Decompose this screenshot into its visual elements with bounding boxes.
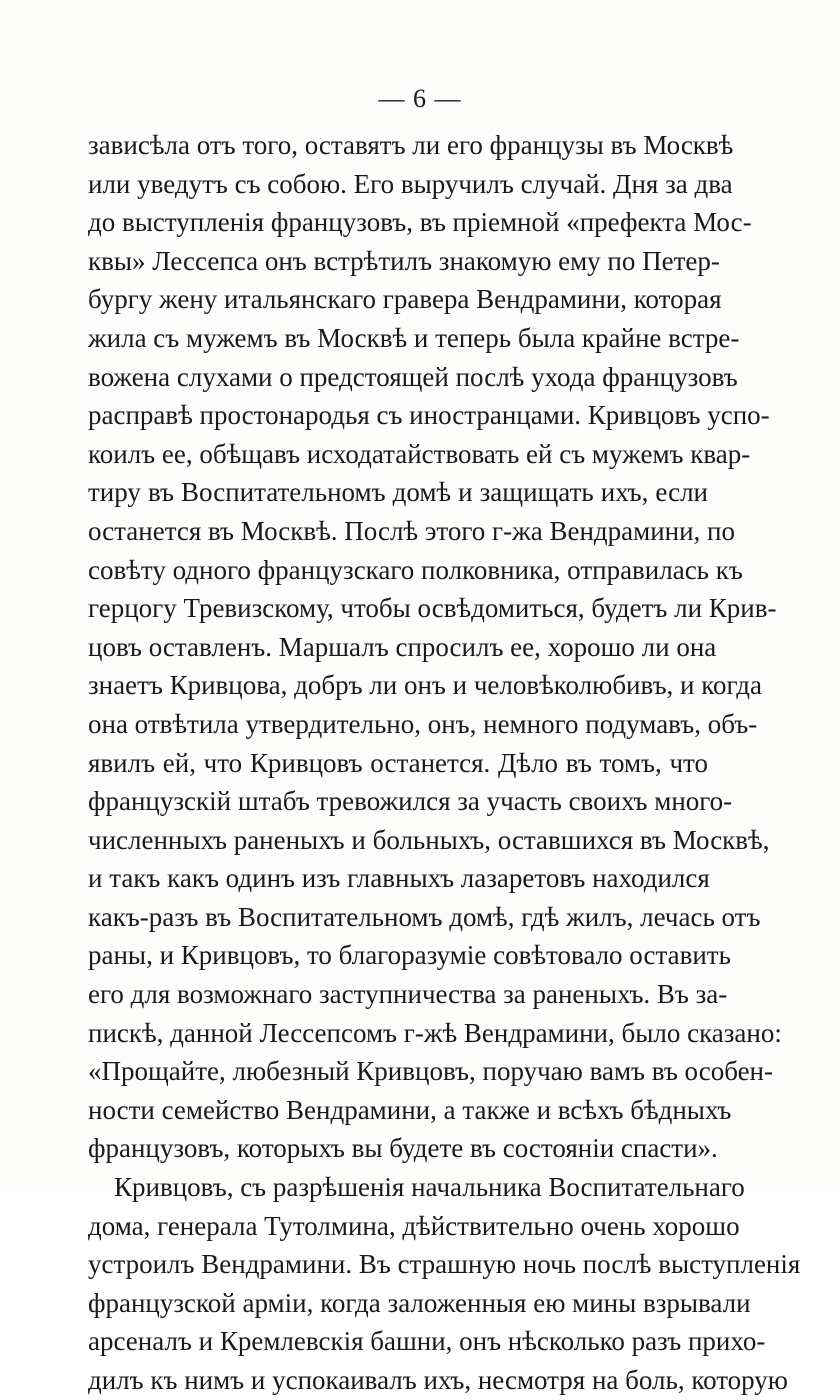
text-line: квы» Лессепса онъ встрѣтилъ знакомую ему по Петер- — [88, 245, 720, 276]
text-line: бургу жену итальянскаго гравера Вендрамини, которая — [88, 284, 722, 315]
text-line: вожена слухами о предстоящей послѣ ухода французовъ — [88, 361, 738, 392]
text-line: знаетъ Кривцова, добръ ли онъ и человѣколюбивъ, и когда — [88, 670, 762, 701]
text-line: расправѣ простонародья съ иностранцами. Кривцовъ успо- — [88, 400, 770, 431]
text-line: Кривцовъ, съ разрѣшенія начальника Воспитательнаго — [114, 1172, 745, 1203]
text-line: численныхъ раненыхъ и больныхъ, оставшихся въ Москвѣ, — [88, 824, 770, 855]
text-line: пискѣ, данной Лессепсомъ г-жѣ Вендрамини, было сказано: — [88, 1017, 782, 1048]
text-line: или уведутъ съ собою. Его выручилъ случай. Дня за два — [88, 168, 733, 199]
page-number: — 6 — — [378, 84, 462, 113]
text-line: тиру въ Воспитательномъ домѣ и защищать ихъ, если — [88, 477, 708, 508]
text-line: явилъ ей, что Кривцовъ останется. Дѣло въ томъ, что — [88, 747, 708, 778]
text-line: коилъ ее, обѣщавъ исходатайствовать ей съ мужемъ квар- — [88, 438, 751, 469]
text-line: дилъ къ нимъ и успокаивалъ ихъ, несмотря на боль, которую — [88, 1365, 788, 1395]
text-line: зависѣла отъ того, оставятъ ли его французы въ Москвѣ — [88, 130, 734, 160]
text-line: его для возможнаго заступничества за раненыхъ. Въ за- — [88, 979, 728, 1010]
text-line: цовъ оставленъ. Маршалъ спросилъ ее, хорошо ли она — [88, 631, 717, 662]
text-line: совѣту одного французскаго полковника, отправилась къ — [88, 554, 743, 585]
text-line: устроилъ Вендрамини. Въ страшную ночь послѣ выступленія — [88, 1249, 801, 1280]
text-line: жила съ мужемъ въ Москвѣ и теперь была крайне встре- — [88, 322, 740, 353]
text-line: и такъ какъ одинъ изъ главныхъ лазаретовъ находился — [88, 863, 710, 894]
text-line: дома, генерала Тутолмина, дѣйствительно очень хорошо — [88, 1210, 740, 1241]
text-line: до выступленія французовъ, въ пріемной «префекта Мос- — [88, 207, 752, 238]
text-line: она отвѣтила утвердительно, онъ, немного подумавъ, объ- — [88, 708, 758, 739]
text-line: французовъ, которыхъ вы будете въ состояніи спасти». — [88, 1133, 718, 1164]
text-line: останется въ Москвѣ. Послѣ этого г-жа Вендрамини, по — [88, 515, 736, 546]
text-line: «Прощайте, любезный Кривцовъ, поручаю вамъ въ особен- — [88, 1056, 773, 1087]
text-line: французскій штабъ тревожился за участь своихъ много- — [88, 786, 733, 817]
text-line: ности семейство Вендрамини, а также и всѣхъ бѣдныхъ — [88, 1094, 732, 1125]
text-line: герцогу Тревизскому, чтобы освѣдомиться, будетъ ли Крив- — [88, 593, 777, 624]
text-line: какъ-разъ въ Воспитательномъ домѣ, гдѣ жилъ, лечась отъ — [88, 901, 761, 932]
text-line: арсеналъ и Кремлевскія башни, онъ нѣсколько разъ прихо- — [88, 1326, 766, 1357]
text-line: французской арміи, когда заложенныя ею мины взрывали — [88, 1287, 751, 1318]
body-text — [88, 126, 801, 1400]
text-line: раны, и Кривцовъ, то благоразуміе совѣтовало оставить — [88, 940, 731, 971]
